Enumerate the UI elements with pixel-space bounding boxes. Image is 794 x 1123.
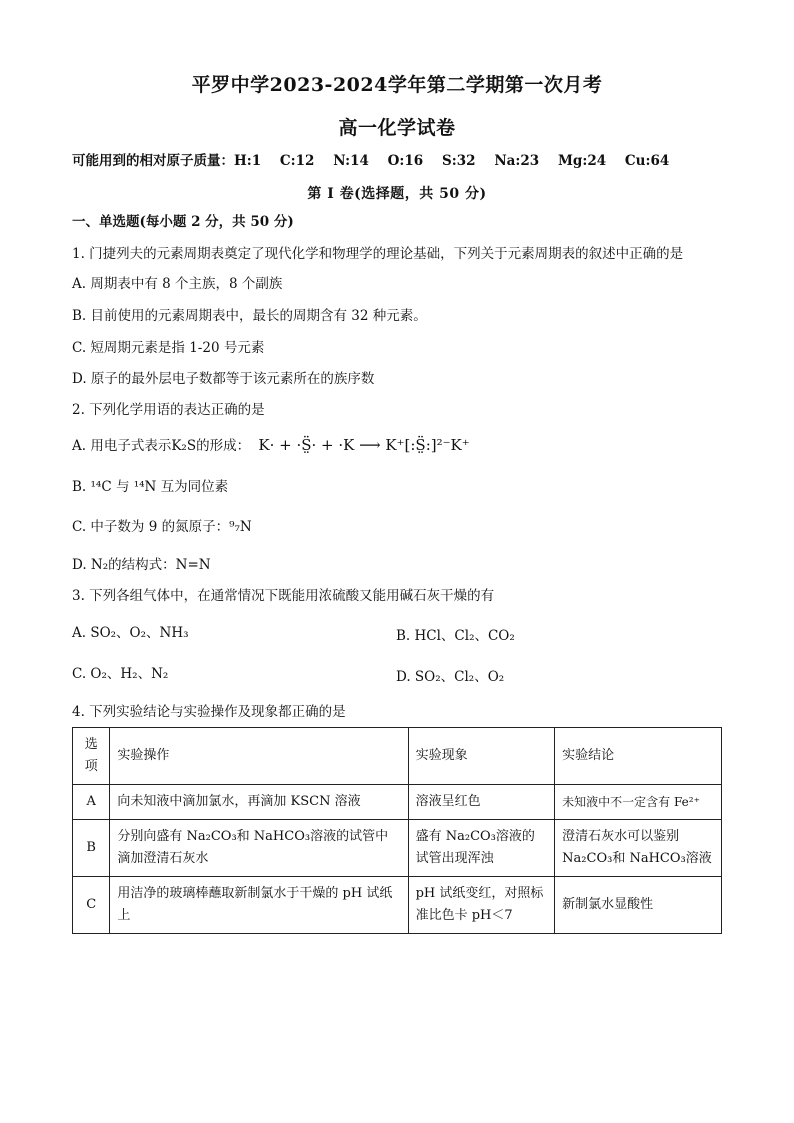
q1-option-b: B. 目前使用的元素周期表中，最长的周期含有 32 种元素。 (72, 308, 427, 324)
exam-subtitle: 高一化学试卷 (338, 117, 456, 139)
q2-option-b: B. ¹⁴C 与 ¹⁴N 互为同位素 (72, 479, 229, 495)
part-heading: 第 I 卷(选择题，共 50 分) (307, 186, 487, 202)
row-phenomenon: 盛有 Na₂CO₃溶液的试管出现浑浊 (408, 820, 555, 877)
q1-option-c: C. 短周期元素是指 1-20 号元素 (72, 340, 265, 356)
row-option: A (73, 785, 110, 820)
q2-option-d: D. N₂的结构式：N=N (72, 557, 211, 573)
q2-a-prefix: A. 用电子式表示 (72, 438, 172, 454)
header-operation: 实验操作 (110, 728, 408, 785)
row-conclusion: 未知液中不一定含有 Fe²⁺ (555, 785, 722, 820)
q3-stem: 3. 下列各组气体中，在通常情况下既能用浓硫酸又能用碱石灰干燥的有 (72, 588, 495, 604)
row-option: C (73, 877, 110, 934)
atomic-masses: 可能用到的相对原子质量：H:1 C:12 N:14 O:16 S:32 Na:23 Mg:24 Cu:64 (72, 153, 670, 169)
table-header-row (73, 728, 722, 785)
q2-a-mid: 的形成： (196, 438, 251, 454)
exam-title: 平罗中学2023-2024学年第二学期第一次月考 (191, 74, 603, 96)
header-option (73, 728, 110, 785)
q4-stem: 4. 下列实验结论与实验操作及现象都正确的是 (72, 704, 346, 720)
table-row (73, 877, 722, 934)
row-phenomenon: pH 试纸变红，对照标准比色卡 pH＜7 (408, 877, 555, 934)
header-option-text: 选项 (84, 737, 98, 774)
q2-option-c: C. 中子数为 9 的氮原子：⁹₇N (72, 519, 252, 535)
row-conclusion: 新制氯水显酸性 (555, 877, 722, 934)
q3-option-b: B. HCl、Cl₂、CO₂ (396, 628, 515, 644)
q2-a-k2s: K₂S (171, 438, 197, 454)
row-option: B (73, 820, 110, 877)
section-heading: 一、单选题(每小题 2 分，共 50 分) (72, 214, 294, 230)
table-row (73, 820, 722, 877)
q2-option-a (72, 436, 470, 455)
q1-stem: 1. 门捷列夫的元素周期表奠定了现代化学和物理学的理论基础，下列关于元素周期表的叙述中正确的是 (72, 246, 684, 262)
experiment-table (72, 727, 722, 934)
table-row (73, 785, 722, 820)
q3-option-c: C. O₂、H₂、N₂ (72, 666, 169, 682)
row-conclusion: 澄清石灰水可以鉴别 Na₂CO₃和 NaHCO₃溶液 (555, 820, 722, 877)
q1-option-d: D. 原子的最外层电子数都等于该元素所在的族序数 (72, 371, 375, 387)
q3-option-d: D. SO₂、Cl₂、O₂ (396, 669, 505, 685)
q3-option-a: A. SO₂、O₂、NH₃ (72, 625, 189, 641)
row-operation: 向未知液中滴加氯水，再滴加 KSCN 溶液 (110, 785, 408, 820)
row-operation: 分别向盛有 Na₂CO₃和 NaHCO₃溶液的试管中滴加澄清石灰水 (110, 820, 408, 877)
header-conclusion: 实验结论 (555, 728, 722, 785)
q2-stem: 2. 下列化学用语的表达正确的是 (72, 402, 265, 418)
q1-option-a: A. 周期表中有 8 个主族，8 个副族 (72, 276, 283, 292)
row-phenomenon: 溶液呈红色 (408, 785, 555, 820)
row-operation: 用洁净的玻璃棒蘸取新制氯水于干燥的 pH 试纸上 (110, 877, 408, 934)
electron-formula: K· + ·S̤̈· + ·K ⟶ K⁺[:S̤̈:]²⁻K⁺ (258, 436, 470, 454)
header-phenomenon: 实验现象 (408, 728, 555, 785)
